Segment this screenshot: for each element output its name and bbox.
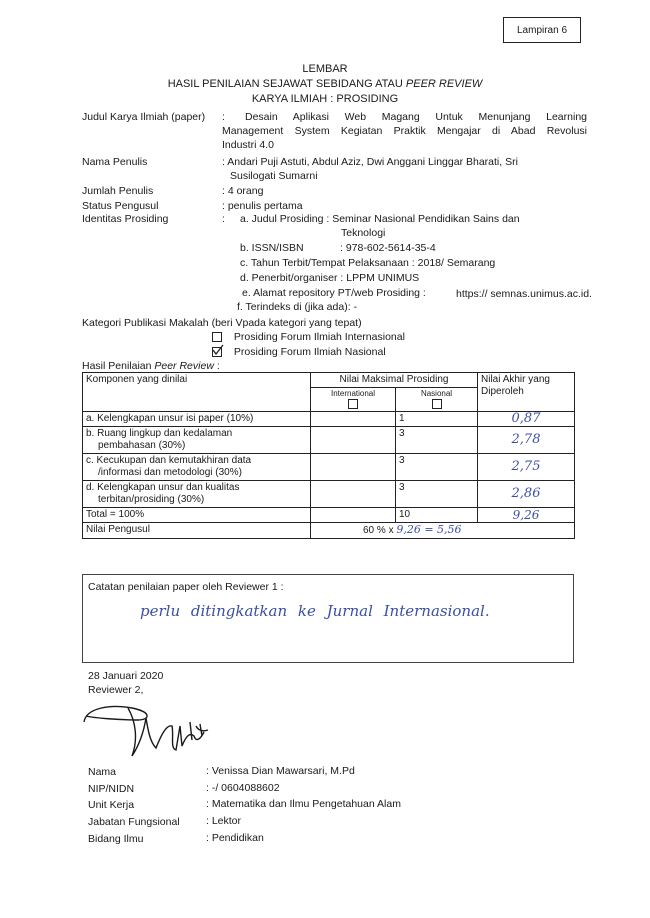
judul-colon: : — [222, 111, 225, 123]
kategori-opt2-label: Prosiding Forum Ilmiah Nasional — [233, 346, 386, 358]
table-total-row — [83, 508, 575, 523]
title-hasil-text: HASIL PENILAIAN SEJAWAT SEBIDANG ATAU — [167, 78, 406, 90]
lampiran-label: Lampiran 6 — [516, 24, 568, 36]
judul-label: Judul Karya Ilmiah (paper) — [82, 111, 206, 123]
kategori-opt2 — [212, 345, 386, 359]
identitas-colon: : — [222, 213, 225, 225]
table-row — [83, 412, 575, 427]
hasil-label-text: Hasil Penilaian — [82, 360, 155, 372]
identitas-b-label: b. ISSN/ISBN — [240, 242, 304, 254]
status-value: : penulis pertama — [222, 200, 303, 212]
kategori-label: Kategori Publikasi Makalah (beri Vpada kategori yang tepat) — [82, 317, 362, 329]
header-intl-label: International — [330, 389, 376, 398]
row-c-komponen — [83, 454, 311, 481]
checkbox-intl[interactable] — [348, 399, 358, 409]
row-c-komponen-l2: /informasi dan metodologi (30%) — [98, 467, 242, 478]
status-label: Status Pengusul — [82, 200, 159, 212]
row-a-nilai: 0,87 — [478, 412, 575, 427]
reviewer-label: Reviewer 2, — [88, 684, 144, 696]
identitas-a2: Teknologi — [341, 227, 386, 239]
row-b-komponen-l1: b. Ruang lingkup dan kedalaman — [86, 428, 233, 439]
penulis-label: Nama Penulis — [82, 156, 148, 168]
penulis-line1: : Andari Puji Astuti, Abdul Aziz, Dwi Anggani Linggar Bharati, Sri — [222, 156, 518, 168]
table-row — [83, 427, 575, 454]
header-komponen: Komponen yang dinilai — [83, 373, 311, 412]
date: 28 Januari 2020 — [88, 670, 164, 682]
identitas-d: d. Penerbit/organiser : LPPM UNIMUS — [240, 272, 420, 284]
row-b-nilai: 2,78 — [478, 427, 575, 454]
identitas-b-value: : 978-602-5614-35-4 — [340, 242, 436, 254]
table-row — [83, 454, 575, 481]
checkbox-internasional[interactable] — [212, 332, 222, 342]
judul-line1: Desain Aplikasi Web Magang Untuk Menunjang Learning — [245, 111, 587, 123]
total-intl — [311, 508, 396, 523]
jabatan-value: : Lektor — [206, 815, 242, 827]
row-c-maks: 3 — [396, 454, 478, 481]
nama-label: Nama — [88, 766, 117, 778]
penulis-line2: Susilogati Sumarni — [230, 170, 318, 182]
catatan-handwritten: perlu ditingkatkan ke Jurnal Internasional. — [140, 602, 490, 620]
checkbox-nasional[interactable] — [212, 347, 222, 357]
total-label: Total = 100% — [83, 508, 311, 523]
hasil-label-colon: : — [213, 360, 220, 372]
jumlah-value: : 4 orang — [222, 185, 264, 197]
signature — [80, 696, 215, 762]
total-maks: 10 — [396, 508, 478, 523]
row-c-komponen-l1: c. Kecukupan dan kemutakhiran data — [86, 455, 252, 466]
title-peer-review: PEER REVIEW — [405, 78, 483, 90]
total-nilai: 9,26 — [478, 508, 575, 523]
hasil-label — [82, 359, 220, 373]
judul-line3: Industri 4.0 — [222, 139, 274, 151]
identitas-label: Identitas Prosiding — [82, 213, 169, 225]
header-akhir-l2: Diperoleh — [481, 386, 524, 397]
header-akhir-l1: Nilai Akhir yang — [481, 374, 550, 385]
header-intl — [311, 388, 396, 412]
row-d-intl — [311, 481, 396, 508]
nama-value: : Venissa Dian Mawarsari, M.Pd — [206, 765, 355, 777]
check-mark-icon — [212, 344, 224, 356]
nip-label: NIP/NIDN — [88, 783, 135, 795]
row-c-nilai: 2,75 — [478, 454, 575, 481]
row-d-maks: 3 — [396, 481, 478, 508]
kategori-opt1 — [212, 330, 405, 344]
unit-value: : Matematika dan Ilmu Pengetahuan Alam — [206, 798, 401, 810]
row-a-maks: 1 — [396, 412, 478, 427]
header-akhir — [478, 373, 575, 412]
row-d-komponen-l2: terbitan/prosiding (30%) — [98, 494, 205, 505]
row-b-intl — [311, 427, 396, 454]
row-d-komponen-l1: d. Kelengkapan unsur dan kualitas — [86, 482, 240, 493]
row-b-komponen-l2: pembahasan (30%) — [98, 440, 186, 451]
jumlah-label: Jumlah Penulis — [82, 185, 154, 197]
row-b-maks: 3 — [396, 427, 478, 454]
header-nas — [396, 388, 478, 412]
table-pengusul-row — [83, 523, 575, 539]
bidang-value: : Pendidikan — [206, 832, 264, 844]
kategori-opt1-label: Prosiding Forum Ilmiah Internasional — [233, 331, 405, 343]
grade-table — [82, 372, 575, 539]
pengusul-label: Nilai Pengusul — [83, 523, 311, 539]
title-lembar: LEMBAR — [302, 63, 348, 75]
checkbox-nas[interactable] — [432, 399, 442, 409]
row-b-komponen — [83, 427, 311, 454]
identitas-e: e. Alamat repository PT/web Prosiding : — [242, 287, 426, 299]
header-nas-label: Nasional — [420, 389, 453, 398]
title-karya: KARYA ILMIAH : PROSIDING — [251, 93, 399, 105]
nip-value: : -/ 0604088602 — [206, 782, 280, 794]
bidang-label: Bidang Ilmu — [88, 833, 144, 845]
table-row — [83, 481, 575, 508]
row-a-intl — [311, 412, 396, 427]
pengusul-value — [311, 523, 575, 539]
row-d-nilai: 2,86 — [478, 481, 575, 508]
catatan-label: Catatan penilaian paper oleh Reviewer 1 : — [88, 581, 284, 593]
identitas-a: a. Judul Prosiding : Seminar Nasional Pendidikan Sains dan — [240, 213, 520, 225]
row-d-komponen — [83, 481, 311, 508]
hasil-label-peer-review: Peer Review — [154, 360, 214, 372]
row-c-intl — [311, 454, 396, 481]
pengusul-prefix: 60 % x — [363, 525, 394, 536]
jabatan-label: Jabatan Fungsional — [88, 816, 180, 828]
title-hasil — [0, 78, 650, 90]
row-a-komponen: a. Kelengkapan unsur isi paper (10%) — [83, 412, 311, 427]
identitas-e-url: https:// semnas.unimus.ac.id. — [456, 288, 592, 300]
identitas-f: f. Terindeks di (jika ada): - — [237, 301, 358, 313]
judul-line2: Management System Kegiatan Praktik Mengajar di Abad Revolusi — [222, 125, 587, 137]
lampiran-box — [503, 17, 581, 43]
table-header-row — [83, 373, 575, 388]
unit-label: Unit Kerja — [88, 799, 135, 811]
header-maks: Nilai Maksimal Prosiding — [311, 373, 478, 388]
identitas-c: c. Tahun Terbit/Tempat Pelaksanaan : 2018/ Semarang — [240, 257, 496, 269]
pengusul-hand: 9,26 = 5,56 — [396, 523, 462, 536]
